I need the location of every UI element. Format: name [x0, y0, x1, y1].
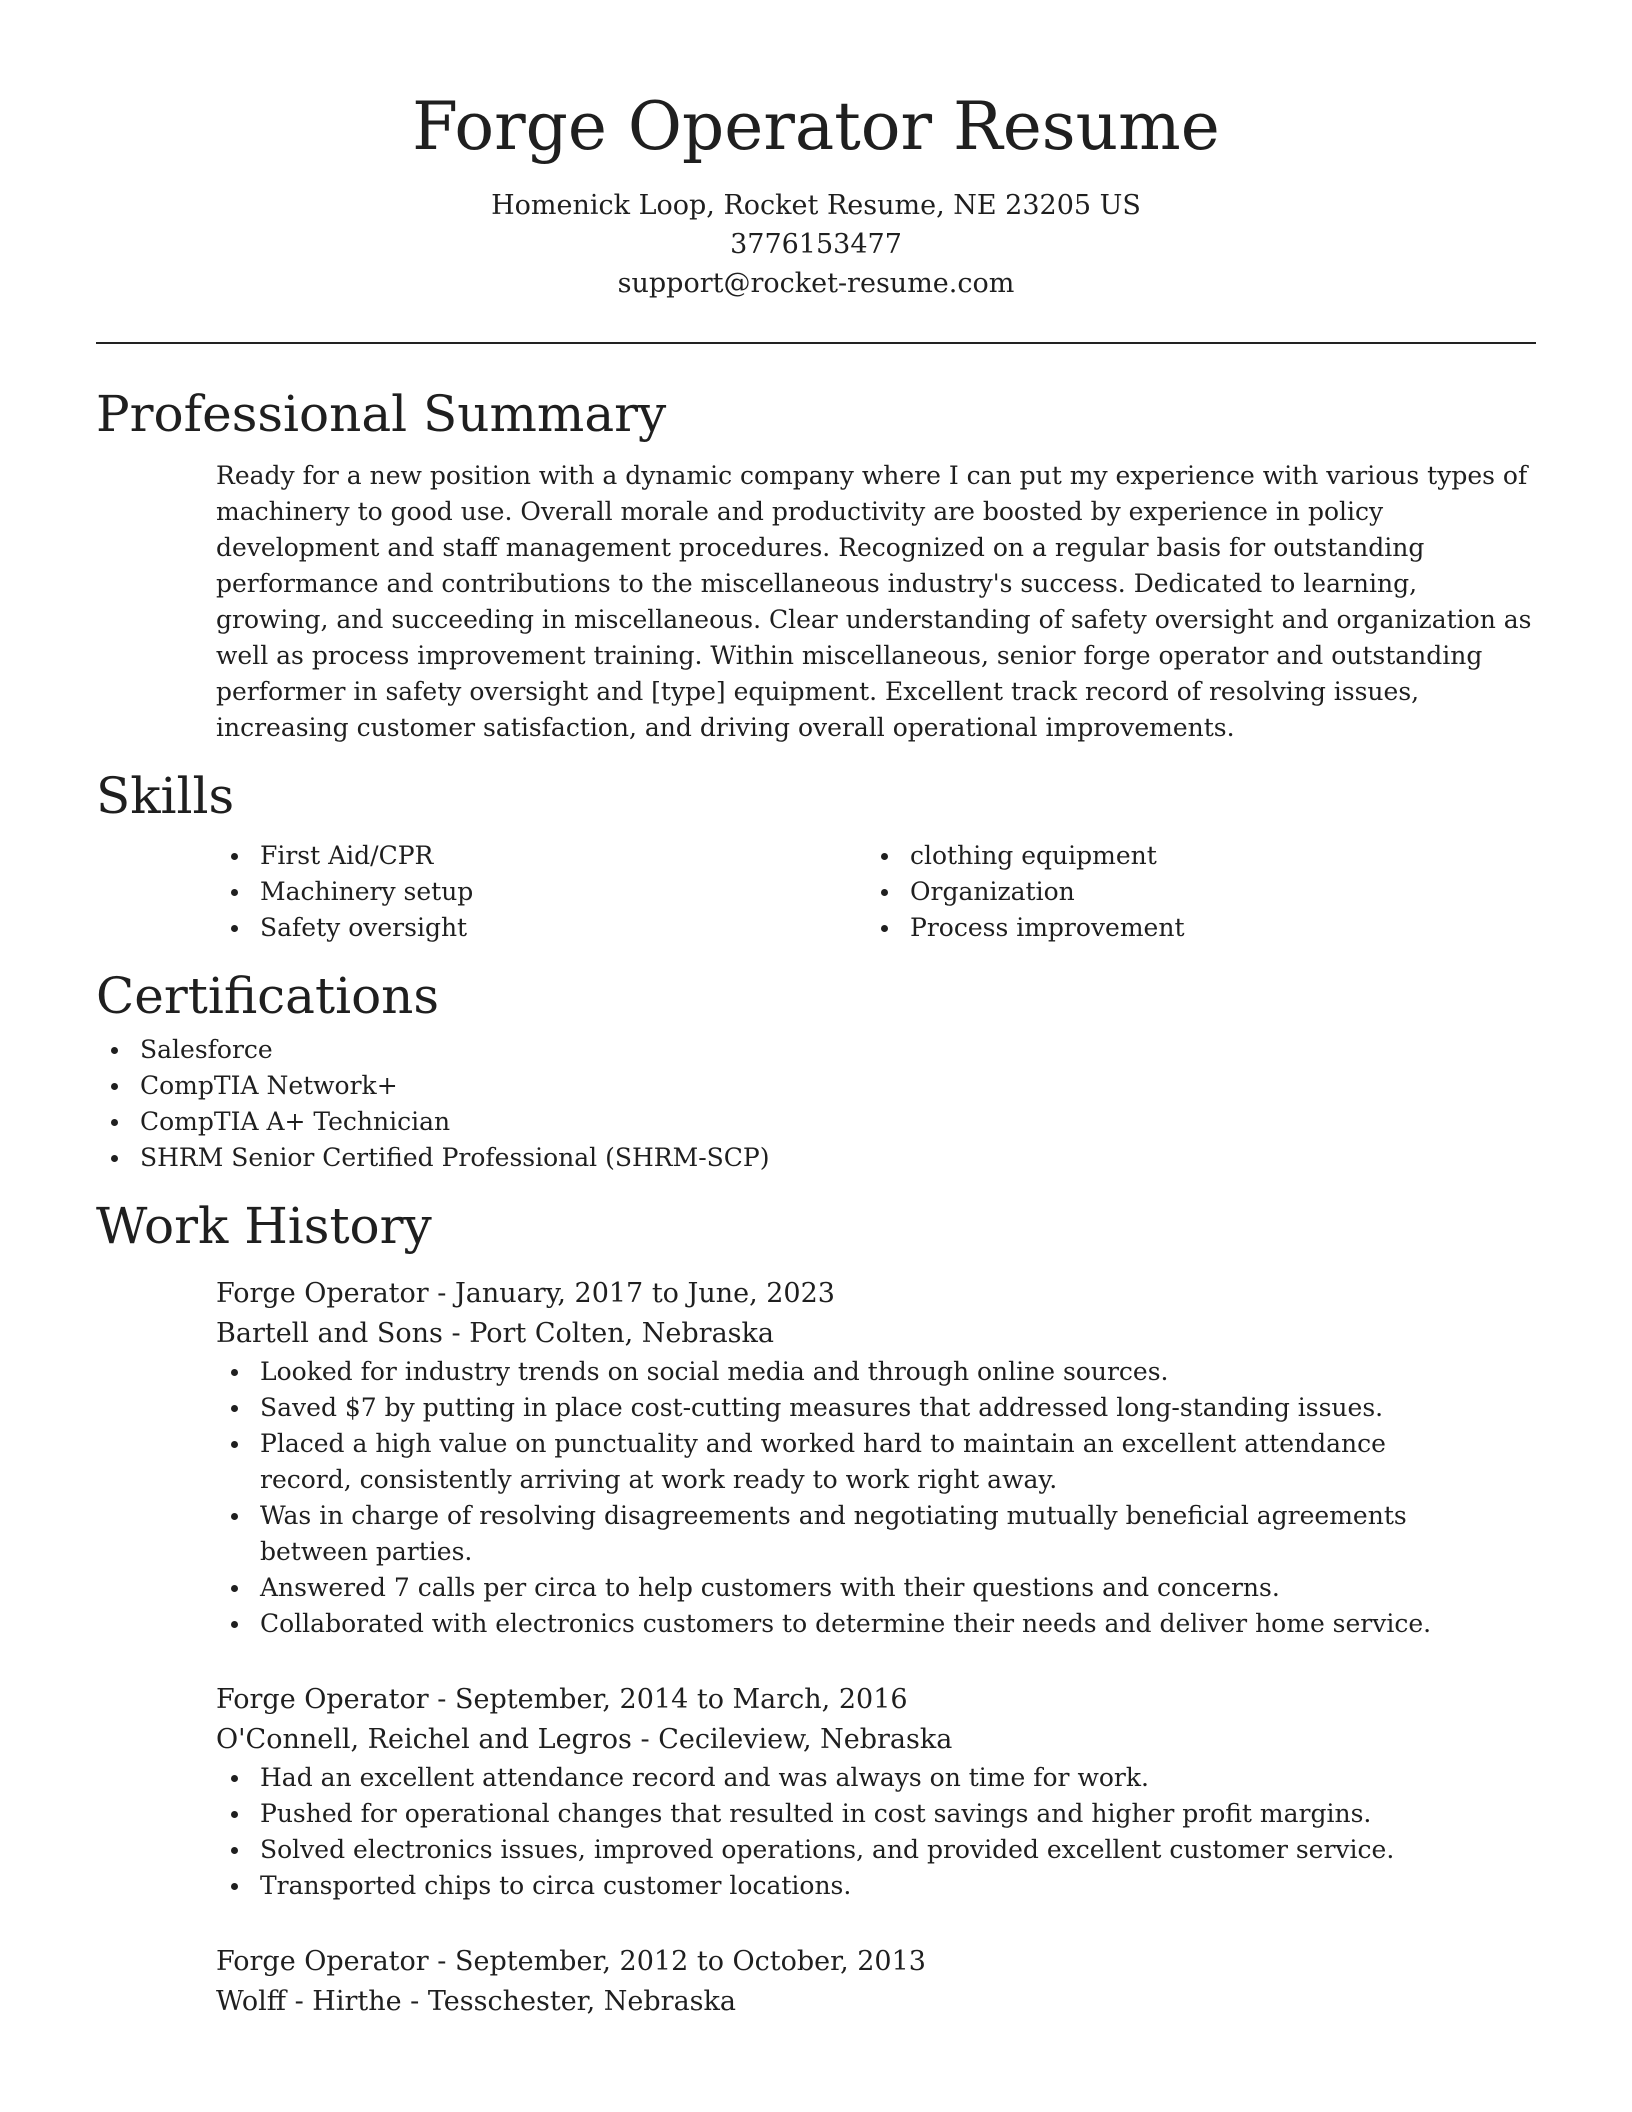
certifications-section	[96, 960, 1536, 1176]
job-company-line	[216, 1314, 1536, 1354]
certifications-list	[96, 1032, 1536, 1176]
contact-email: support@rocket-resume.com	[617, 268, 1015, 299]
contact-block	[0, 186, 1632, 303]
job-duty: Saved $7 by putting in place cost-cutting measures that addressed long-standing issues.	[216, 1390, 1440, 1426]
summary-text: Ready for a new position with a dynamic company where I can put my experience with various types of machinery to good use. Overall morale and productivity are boosted by experience in policy development and staff management procedures. Recognized on a regular basis for outstanding performance and contributions to the miscellaneous industry's success. Dedicated to learning, growing, and succeeding in miscellaneous. Clear understanding of safety oversight and organization as well as process improvement training. Within miscellaneous, senior forge operator and outstanding performer in safety oversight and [type] equipment. Excellent track record of resolving issues, increasing customer satisfaction, and driving overall operational improvements.	[216, 461, 1532, 742]
job-company-line	[216, 1982, 1536, 2022]
job-title-line	[216, 1274, 1536, 1314]
job-location: Port Colten, Nebraska	[469, 1318, 774, 1349]
skills-right-list	[866, 838, 1516, 946]
certification-item: Salesforce	[96, 1032, 1536, 1068]
job-entry	[216, 1680, 1536, 1904]
job-duty: Placed a high value on punctuality and worked hard to maintain an excellent attendance record, consistently arriving at work ready to work right away.	[216, 1426, 1440, 1498]
separator: -	[442, 1318, 470, 1349]
job-title: Forge Operator	[216, 1684, 429, 1715]
job-title-line	[216, 1680, 1536, 1720]
job-duties-list	[216, 1760, 1536, 1904]
job-dates: September, 2012 to October, 2013	[454, 1946, 926, 1977]
skill-item: Organization	[866, 874, 1516, 910]
job-duty: Looked for industry trends on social media and through online sources.	[216, 1354, 1440, 1390]
contact-phone: 3776153477	[730, 229, 902, 260]
job-duty: Pushed for operational changes that resulted in cost savings and higher profit margins.	[216, 1796, 1440, 1832]
job-duty: Was in charge of resolving disagreements and negotiating mutually beneficial agreements between parties.	[216, 1498, 1440, 1570]
job-entry	[216, 1942, 1536, 2022]
job-duties-list	[216, 1354, 1536, 1642]
separator: -	[428, 1278, 455, 1309]
separator: -	[401, 1986, 428, 2017]
resume-body	[96, 378, 1536, 2022]
resume-title: Forge Operator Resume	[412, 88, 1220, 165]
job-duty: Had an excellent attendance record and was always on time for work.	[216, 1760, 1440, 1796]
job-company: Wolff - Hirthe	[216, 1986, 402, 2017]
job-company-line	[216, 1720, 1536, 1760]
contact-address: Homenick Loop, Rocket Resume, NE 23205 US	[491, 190, 1141, 221]
job-location: Cecileview, Nebraska	[658, 1724, 953, 1755]
job-company: O'Connell, Reichel and Legros	[216, 1724, 632, 1755]
resume-header	[0, 82, 1632, 303]
separator: -	[428, 1946, 455, 1977]
skill-item: clothing equipment	[866, 838, 1516, 874]
skills-columns	[216, 838, 1536, 946]
skills-left-list	[216, 838, 866, 946]
separator: -	[428, 1684, 455, 1715]
work-history-heading: Work History	[96, 1197, 432, 1255]
work-history-section	[96, 1190, 1536, 2022]
certification-item: SHRM Senior Certified Professional (SHRM-SCP)	[96, 1140, 1536, 1176]
skill-item: Process improvement	[866, 910, 1516, 946]
certification-item: CompTIA A+ Technician	[96, 1104, 1536, 1140]
job-location: Tesschester, Nebraska	[427, 1986, 736, 2017]
job-title-line	[216, 1942, 1536, 1982]
skills-heading: Skills	[96, 767, 235, 825]
certification-item: CompTIA Network+	[96, 1068, 1536, 1104]
job-duty: Answered 7 calls per circa to help customers with their questions and concerns.	[216, 1570, 1440, 1606]
job-title: Forge Operator	[216, 1278, 429, 1309]
job-dates: January, 2017 to June, 2023	[454, 1278, 835, 1309]
job-company: Bartell and Sons	[216, 1318, 443, 1349]
skill-item: First Aid/CPR	[216, 838, 866, 874]
skill-item: Machinery setup	[216, 874, 866, 910]
header-divider	[96, 342, 1536, 344]
skill-item: Safety oversight	[216, 910, 866, 946]
separator: -	[631, 1724, 659, 1755]
job-duty: Collaborated with electronics customers to determine their needs and deliver home service.	[216, 1606, 1440, 1642]
summary-heading: Professional Summary	[96, 385, 667, 443]
skills-section	[96, 760, 1536, 946]
job-dates: September, 2014 to March, 2016	[454, 1684, 908, 1715]
job-duty: Solved electronics issues, improved operations, and provided excellent customer service.	[216, 1832, 1440, 1868]
job-entry	[216, 1274, 1536, 1642]
job-title: Forge Operator	[216, 1946, 429, 1977]
summary-section	[96, 378, 1536, 746]
job-duty: Transported chips to circa customer locations.	[216, 1868, 1440, 1904]
certifications-heading: Certifications	[96, 967, 440, 1025]
